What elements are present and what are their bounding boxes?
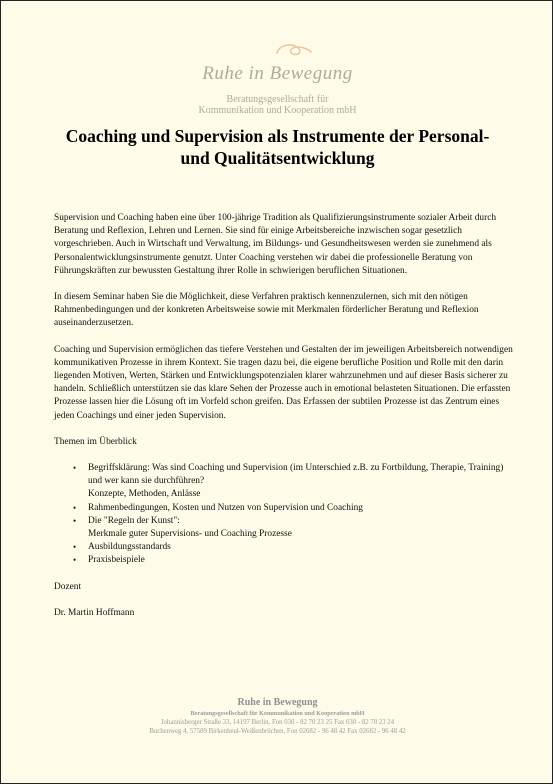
lecturer-name: Dr. Martin Hoffmann [54, 607, 135, 618]
page-footer [1, 697, 553, 736]
topics-heading: Themen im Überblick [54, 436, 137, 447]
topics-list [54, 462, 516, 568]
brand-name: Ruhe in Bewegung [202, 63, 353, 84]
document-body [54, 212, 516, 633]
lecturer-heading: Dozent [54, 581, 82, 592]
list-item [88, 502, 516, 515]
document-title-line-1: Coaching und Supervision als Instrumente der Personal- [65, 126, 490, 146]
topic-subtext: Merkmale guter Supervisions- und Coaching Prozesse [88, 529, 292, 540]
topic-text: Praxisbeispiele [88, 555, 145, 566]
seminar-paragraph: In diesem Seminar haben Sie die Möglichkeit, diese Verfahren praktisch kennenzulernen, sich mit den nötigen Rahmenbedingungen und der konkreten Arbeitsweise sowie mit Merkmalen förderlicher Beratung und Reflexion auseinanderzusetzen. [54, 292, 479, 329]
swirl-logo-icon [273, 41, 313, 59]
document-title-line-2: und Qualitätsentwicklung [180, 148, 375, 168]
list-item [88, 515, 516, 541]
footer-address-berlin: Johannisberger Straße 33, 14197 Berlin, Fon 030 - 82 70 23 25 Fax 030 - 82 70 23 24 [160, 719, 395, 726]
list-item [88, 541, 516, 554]
brand-subtitle-line-1: Beratungsgesellschaft für [226, 94, 329, 105]
list-item [88, 462, 516, 502]
list-item [88, 554, 516, 567]
topic-text: Die "Regeln der Kunst": [88, 515, 180, 526]
footer-address-birkenbeul: Buchenweg 4, 57589 Birkenbeul-Weißenbrüchen, Fon 02682 - 96 48 42 Fax 02682 - 96 48 42 [149, 728, 406, 735]
footer-brand-subtitle: Beratungsgesellschaft für Kommunikation und Kooperation mbH [190, 710, 365, 717]
topic-text: Begriffsklärung: Was sind Coaching und Supervision (im Unterschied z.B. zu Fortbildung, Therapie, Training) und wer kann sie durchführen? [88, 463, 504, 487]
brand-subtitle [1, 94, 553, 116]
footer-brand-name: Ruhe in Bewegung [237, 697, 318, 708]
document-title [21, 125, 534, 169]
topic-text: Rahmenbedingungen, Kosten und Nutzen von Supervision und Coaching [88, 502, 363, 513]
benefits-paragraph: Coaching und Supervision ermöglichen das tiefere Verstehen und Gestalten der im jeweiligen Arbeitsbereich notwendigen kommunikativen Prozesse in ihrem Kontext. Sie tragen dazu bei, die eigene berufliche Position und Rolle mit den darin liegenden Motiven, Werten, Stärken und Entwicklungspotenzialen klarer wahrzunehmen und auf dieser Basis sicherer zu handeln. Schließlich unterstützen sie das klare Sehen der Prozesse auch in emotional belasteten Situationen. Die erfassten Prozesse lassen hier die Lösung oft im Vorfeld schon greifen. Das Erfassen der subtilen Prozesse ist das Zentrum eines jeden Coachings und einer jeden Supervision. [54, 344, 513, 421]
topic-text: Ausbildungsstandards [88, 542, 171, 553]
intro-paragraph: Supervision und Coaching haben eine über 100-jährige Tradition als Qualifizierungsinstrumente sozialer Arbeit durch Beratung und Reflexion, Lehren und Lernen. Sie sind für einige Arbeitsbereiche inzwischen sogar gesetzlich vorgeschrieben. Auch in Wirtschaft und Verwaltung, im Bildungs- und Gesundheitswesen werden sie zunehmend als Personalentwicklungsinstrumente genutzt. Unter Coaching verstehen wir dabei die professionelle Beratung von Führungskräften zur bewussten Gestaltung ihrer Rolle in schwierigen beruflichen Situationen. [54, 213, 497, 276]
brand-subtitle-line-2: Kommunikation und Kooperation mbH [198, 105, 357, 116]
topic-subtext: Konzepte, Methoden, Anlässe [88, 489, 201, 500]
